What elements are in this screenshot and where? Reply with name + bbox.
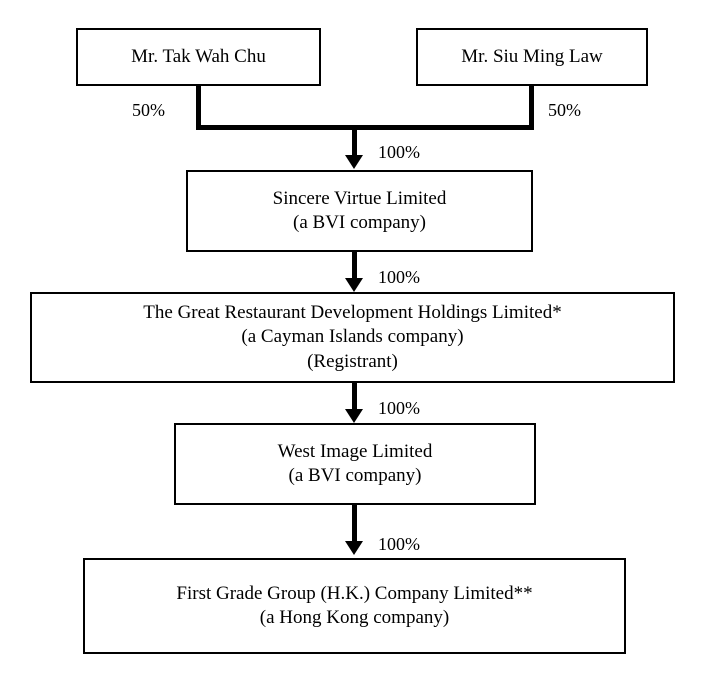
label-law-share: 50% <box>548 100 581 120</box>
edge-to-great-restaurant <box>352 252 357 280</box>
node-sublabel: (a BVI company) <box>293 212 426 233</box>
edge-to-west-image <box>352 383 357 411</box>
node-sublabel: (a Hong Kong company) <box>259 607 450 628</box>
node-mr-siu-ming-law <box>416 28 648 86</box>
node-label: Mr. Siu Ming Law <box>461 45 603 67</box>
label-to-sincere-virtue: 100% <box>378 142 420 162</box>
node-registrant-label: (Registrant) <box>307 350 398 372</box>
edge-chu-down <box>196 86 201 130</box>
label-to-west-image: 100% <box>378 398 420 418</box>
node-sublabel: (a BVI company) <box>288 465 422 486</box>
arrowhead-to-first-grade <box>345 541 363 555</box>
node-first-grade-group <box>83 558 626 654</box>
node-mr-tak-wah-chu <box>76 28 321 86</box>
edge-law-down <box>529 86 534 130</box>
node-sincere-virtue-limited <box>186 170 533 252</box>
node-label: Mr. Tak Wah Chu <box>131 45 266 67</box>
edge-to-first-grade <box>352 505 357 543</box>
arrowhead-to-great-restaurant <box>345 278 363 292</box>
label-chu-share: 50% <box>132 100 165 120</box>
arrowhead-to-west-image <box>345 409 363 423</box>
node-label: West Image Limited <box>277 440 433 462</box>
node-label: Sincere Virtue Limited <box>272 187 447 209</box>
edge-horizontal-connector <box>196 125 534 130</box>
node-great-restaurant-development-holdings <box>30 292 675 383</box>
label-to-great-restaurant: 100% <box>378 267 420 287</box>
label-to-first-grade: 100% <box>378 534 420 554</box>
node-sublabel: (a Cayman Islands company) <box>241 326 464 348</box>
node-west-image-limited <box>174 423 536 505</box>
arrowhead-to-sincere-virtue <box>345 155 363 169</box>
edge-to-sincere-virtue <box>352 125 357 157</box>
node-label: First Grade Group (H.K.) Company Limited** <box>176 582 533 604</box>
node-label: The Great Restaurant Development Holdings Limited* <box>143 302 562 324</box>
